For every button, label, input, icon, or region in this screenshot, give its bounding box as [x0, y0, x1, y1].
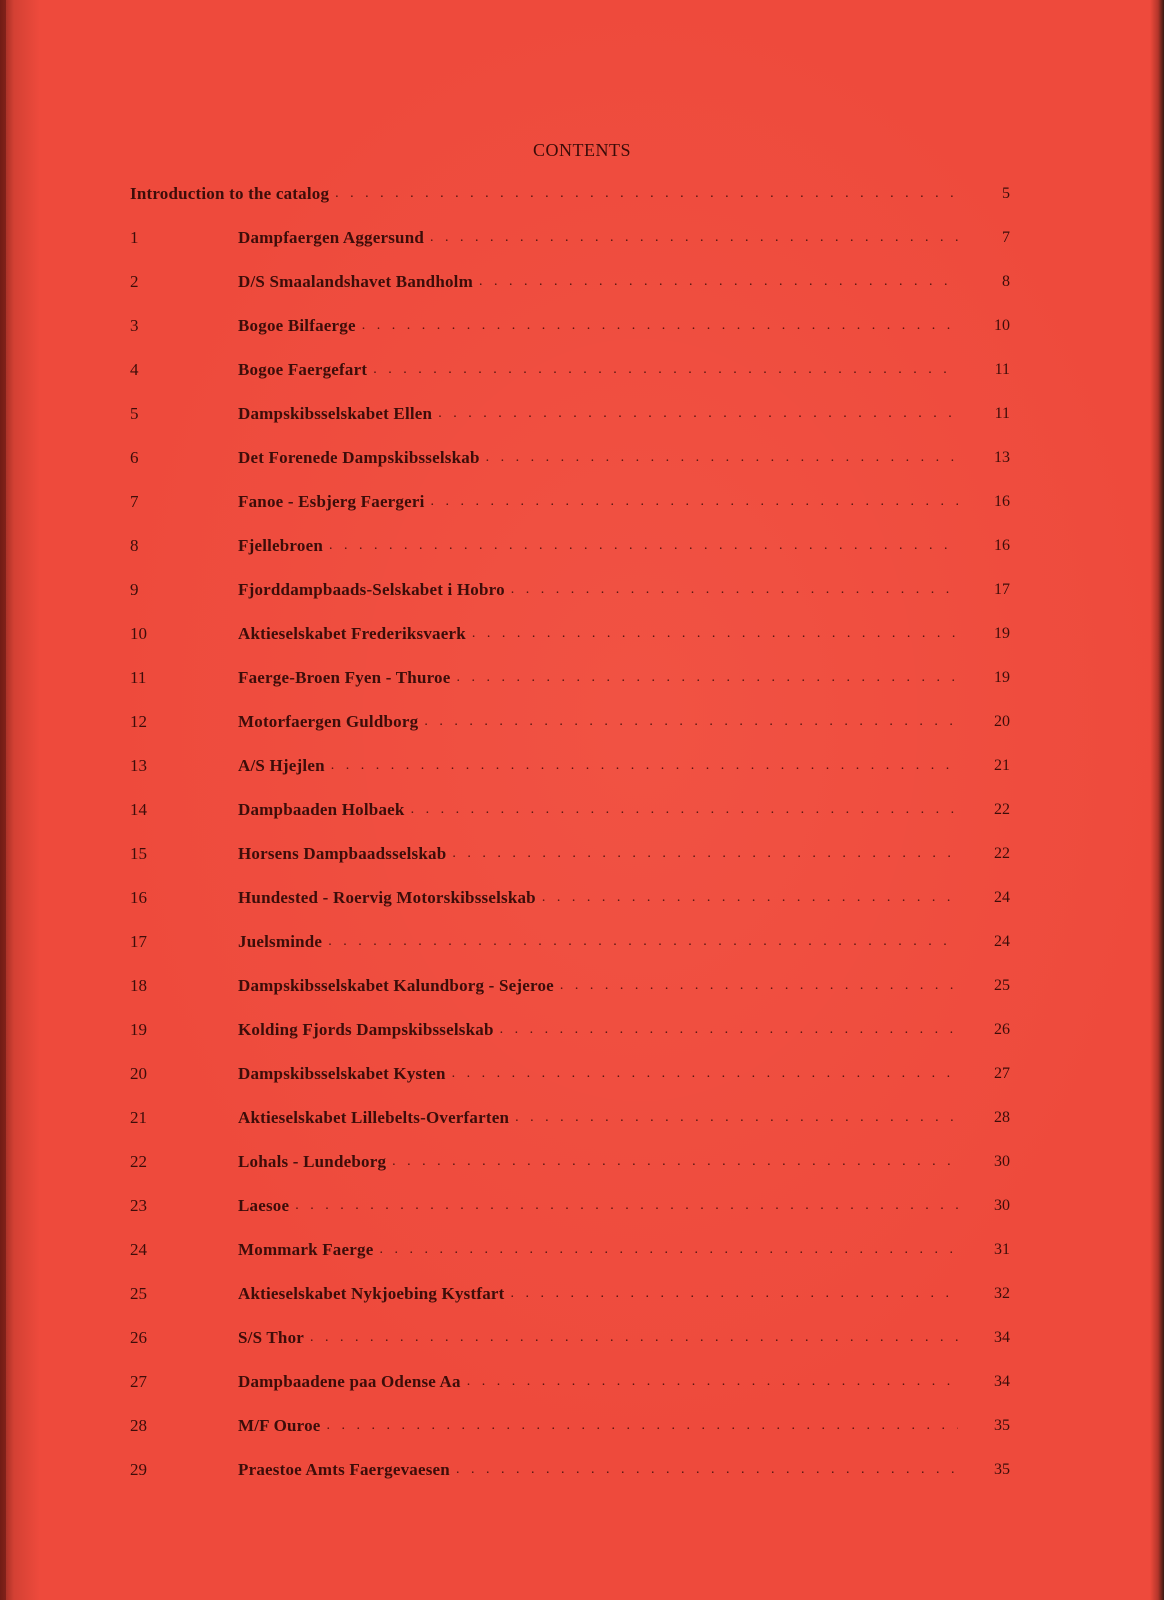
dot-leader — [467, 1371, 958, 1393]
toc-entry-page: 31 — [994, 1241, 1010, 1258]
toc-entry-row[interactable] — [130, 843, 1010, 887]
toc-entry-number: 14 — [130, 800, 147, 819]
toc-entry-row[interactable] — [130, 1415, 1010, 1459]
toc-entry-row[interactable] — [130, 1327, 1010, 1371]
dot-leader — [542, 887, 958, 909]
toc-entry-page: 26 — [994, 1021, 1010, 1038]
dot-leader — [560, 975, 958, 997]
toc-entry-page: 34 — [994, 1373, 1010, 1390]
toc-entry-number: 13 — [130, 756, 147, 775]
dot-leader — [379, 1239, 958, 1261]
toc-entry-number: 29 — [130, 1460, 147, 1479]
toc-entry-number: 2 — [130, 272, 139, 291]
toc-entry-number: 6 — [130, 448, 139, 467]
dot-leader — [500, 1019, 958, 1041]
toc-entry-number: 24 — [130, 1240, 147, 1259]
toc-entry-page: 19 — [994, 625, 1010, 642]
toc-entry-page: 25 — [994, 977, 1010, 994]
page-edge — [1150, 0, 1164, 1600]
toc-entry-label: Dampfaergen Aggersund — [238, 228, 425, 247]
dot-leader — [479, 271, 958, 293]
dot-leader — [515, 1107, 958, 1129]
toc-intro-page: 5 — [1002, 185, 1010, 202]
toc-entries — [130, 227, 1010, 1503]
toc-entry-page: 35 — [994, 1417, 1010, 1434]
dot-leader — [456, 1459, 958, 1481]
binding-shadow — [0, 0, 6, 1600]
toc-entry-page: 10 — [994, 317, 1010, 334]
toc-entry-label: Hundested - Roervig Motorskibsselskab — [238, 888, 536, 907]
toc-entry-label: Fjorddampbaads-Selskabet i Hobro — [238, 580, 505, 599]
dot-leader — [452, 1063, 958, 1085]
dot-leader — [310, 1327, 958, 1349]
toc-entry-row[interactable] — [130, 535, 1010, 579]
toc-entry-number: 11 — [130, 668, 147, 687]
dot-leader — [511, 579, 958, 601]
toc-entry-row[interactable] — [130, 403, 1010, 447]
toc-entry-label: Praestoe Amts Faergevaesen — [238, 1460, 450, 1479]
toc-entry-page: 34 — [994, 1329, 1010, 1346]
dot-leader — [486, 447, 958, 469]
toc-entry-number: 26 — [130, 1328, 147, 1347]
toc-entry-label: Dampskibsselskabet Kysten — [238, 1064, 446, 1083]
toc-entry-number: 23 — [130, 1196, 147, 1215]
toc-intro-label: Introduction to the catalog — [130, 184, 330, 203]
toc-entry-number: 16 — [130, 888, 147, 907]
toc-entry-number: 19 — [130, 1020, 147, 1039]
dot-leader — [472, 623, 958, 645]
dot-leader — [331, 755, 958, 777]
toc-entry-label: Aktieselskabet Lillebelts-Overfarten — [238, 1108, 510, 1127]
table-of-contents — [130, 183, 1010, 1503]
toc-entry-label: Dampskibsselskabet Ellen — [238, 404, 433, 423]
toc-entry-row[interactable] — [130, 931, 1010, 975]
toc-entry-number: 4 — [130, 360, 139, 379]
toc-entry-number: 3 — [130, 316, 139, 335]
toc-entry-row[interactable] — [130, 1107, 1010, 1151]
toc-entry-row[interactable] — [130, 227, 1010, 271]
toc-entry-label: Dampskibsselskabet Kalundborg - Sejeroe — [238, 976, 554, 995]
toc-entry-number: 17 — [130, 932, 147, 951]
toc-entry-label: Laesoe — [238, 1196, 290, 1215]
toc-entry-page: 22 — [994, 845, 1010, 862]
toc-entry-number: 12 — [130, 712, 147, 731]
toc-entry-row[interactable] — [130, 1063, 1010, 1107]
toc-entry-label: Motorfaergen Guldborg — [238, 712, 419, 731]
toc-entry-page: 27 — [994, 1065, 1010, 1082]
toc-entry-number: 7 — [130, 492, 139, 511]
toc-entry-row[interactable] — [130, 447, 1010, 491]
toc-entry-row[interactable] — [130, 799, 1010, 843]
dot-leader — [295, 1195, 958, 1217]
toc-entry-row[interactable] — [130, 623, 1010, 667]
toc-entry-number: 22 — [130, 1152, 147, 1171]
dot-leader — [411, 799, 958, 821]
toc-entry-row[interactable] — [130, 1151, 1010, 1195]
toc-entry-label: Fjellebroen — [238, 536, 323, 555]
toc-entry-row[interactable] — [130, 1283, 1010, 1327]
dot-leader — [362, 315, 958, 337]
toc-entry-number: 28 — [130, 1416, 147, 1435]
toc-entry-label: Dampbaadene paa Odense Aa — [238, 1372, 461, 1391]
toc-entry-label: Lohals - Lundeborg — [238, 1152, 387, 1171]
toc-entry-row[interactable] — [130, 667, 1010, 711]
toc-entry-label: Dampbaaden Holbaek — [238, 800, 405, 819]
toc-entry-number: 21 — [130, 1108, 147, 1127]
dot-leader — [335, 183, 958, 205]
toc-entry-number: 25 — [130, 1284, 147, 1303]
toc-entry-label: D/S Smaalandshavet Bandholm — [238, 272, 473, 291]
toc-entry-page: 11 — [994, 405, 1010, 422]
page-title: CONTENTS — [533, 140, 631, 160]
toc-entry-row[interactable] — [130, 491, 1010, 535]
toc-entry-row[interactable] — [130, 315, 1010, 359]
toc-entry-row[interactable] — [130, 1371, 1010, 1415]
toc-entry-number: 20 — [130, 1064, 147, 1083]
dot-leader — [328, 931, 958, 953]
toc-entry-number: 18 — [130, 976, 147, 995]
toc-entry-number: 10 — [130, 624, 147, 643]
toc-entry-label: M/F Ouroe — [238, 1416, 321, 1435]
toc-entry-label: Aktieselskabet Nykjoebing Kystfart — [238, 1284, 505, 1303]
toc-entry-page: 16 — [994, 537, 1010, 554]
toc-entry-row[interactable] — [130, 579, 1010, 623]
toc-entry-label: Faerge-Broen Fyen - Thuroe — [238, 668, 451, 687]
toc-entry-label: Bogoe Faergefart — [238, 360, 368, 379]
toc-entry-row[interactable] — [130, 887, 1010, 931]
toc-entry-number: 27 — [130, 1372, 147, 1391]
dot-leader — [430, 227, 958, 249]
toc-entry-page: 17 — [994, 581, 1010, 598]
toc-entry-page: 32 — [994, 1285, 1010, 1302]
toc-entry-number: 5 — [130, 404, 139, 423]
toc-intro-row[interactable] — [130, 183, 1010, 227]
toc-entry-page: 30 — [994, 1153, 1010, 1170]
toc-entry-label: Juelsminde — [238, 932, 323, 951]
dot-leader — [327, 1415, 958, 1437]
toc-entry-page: 8 — [1002, 273, 1010, 290]
toc-entry-row[interactable] — [130, 1019, 1010, 1063]
toc-entry-label: Mommark Faerge — [238, 1240, 374, 1259]
dot-leader — [373, 359, 958, 381]
toc-entry-number: 15 — [130, 844, 147, 863]
toc-entry-page: 24 — [994, 933, 1010, 950]
toc-entry-page: 24 — [994, 889, 1010, 906]
toc-entry-page: 30 — [994, 1197, 1010, 1214]
toc-entry-page: 21 — [994, 757, 1010, 774]
toc-entry-page: 20 — [994, 713, 1010, 730]
toc-entry-row[interactable] — [130, 1239, 1010, 1283]
dot-leader — [431, 491, 958, 513]
toc-entry-page: 11 — [994, 361, 1010, 378]
dot-leader — [392, 1151, 958, 1173]
toc-entry-label: Fanoe - Esbjerg Faergeri — [238, 492, 425, 511]
toc-entry-label: Horsens Dampbaadsselskab — [238, 844, 447, 863]
toc-entry-label: Det Forenede Dampskibsselskab — [238, 448, 480, 467]
toc-entry-number: 8 — [130, 536, 139, 555]
dot-leader — [456, 667, 958, 689]
toc-entry-page: 22 — [994, 801, 1010, 818]
toc-entry-label: S/S Thor — [238, 1328, 305, 1347]
dot-leader — [424, 711, 958, 733]
toc-entry-label: Aktieselskabet Frederiksvaerk — [238, 624, 466, 643]
toc-entry-row[interactable] — [130, 271, 1010, 315]
toc-entry-row[interactable] — [130, 1459, 1010, 1503]
toc-entry-row[interactable] — [130, 755, 1010, 799]
toc-entry-page: 35 — [994, 1461, 1010, 1478]
toc-entry-row[interactable] — [130, 359, 1010, 403]
toc-entry-number: 1 — [130, 228, 139, 247]
toc-entry-number: 9 — [130, 580, 139, 599]
toc-entry-page: 19 — [994, 669, 1010, 686]
toc-entry-label: A/S Hjejlen — [238, 756, 325, 775]
toc-entry-row[interactable] — [130, 1195, 1010, 1239]
dot-leader — [329, 535, 958, 557]
toc-entry-page: 13 — [994, 449, 1010, 466]
toc-entry-row[interactable] — [130, 711, 1010, 755]
dot-leader — [511, 1283, 958, 1305]
dot-leader — [452, 843, 958, 865]
toc-entry-page: 28 — [994, 1109, 1010, 1126]
toc-entry-row[interactable] — [130, 975, 1010, 1019]
toc-entry-page: 7 — [1002, 229, 1010, 246]
toc-entry-label: Bogoe Bilfaerge — [238, 316, 356, 335]
toc-entry-label: Kolding Fjords Dampskibsselskab — [238, 1020, 494, 1039]
dot-leader — [438, 403, 958, 425]
toc-entry-page: 16 — [994, 493, 1010, 510]
